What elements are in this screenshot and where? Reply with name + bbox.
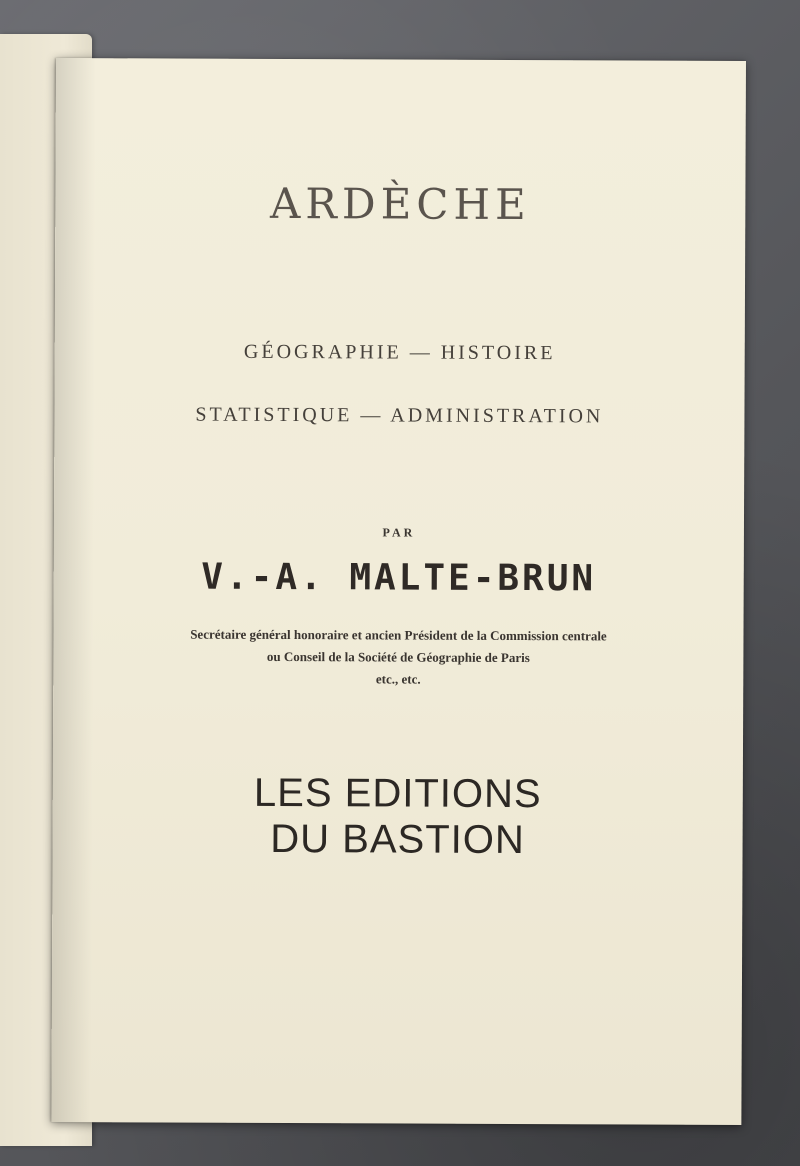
author-credential-line-1: Secrétaire général honoraire et ancien Président de la Commission centrale [190,626,607,644]
subtitle-line-1: GÉOGRAPHIE — HISTOIRE [243,340,556,365]
title-page [51,58,746,1125]
author-credential-line-2: ou Conseil de la Société de Géographie de Paris [266,648,530,666]
publisher-line-2: DU BASTION [270,816,525,863]
author-credential-line-3: etc., etc. [375,671,421,687]
subtitle-line-2: STATISTIQUE — ADMINISTRATION [195,403,604,428]
by-label: PAR [382,525,416,540]
book-title: ARDÈCHE [269,178,531,230]
author-name: V.-A. MALTE-BRUN [201,556,597,600]
publisher-line-1: LES EDITIONS [253,770,542,817]
